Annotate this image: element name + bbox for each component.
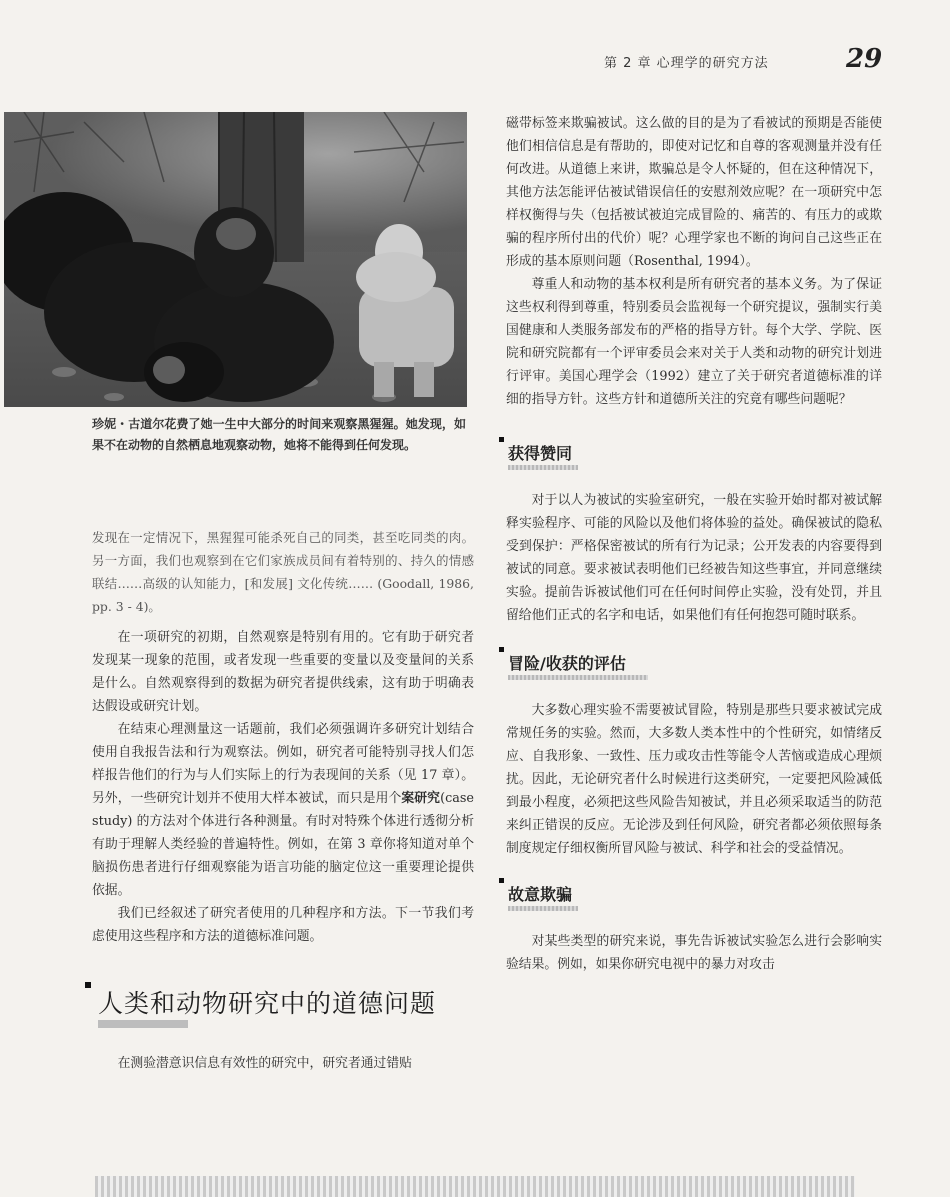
paragraph-case-study [92, 718, 474, 902]
paragraph-text: (case study) 的方法对个体进行各种测量。有时对特殊个体进行透彻分析有助于理解人类经验的普遍特性。例如，在第 3 章你将知道对单个脑损伤患者进行仔细观察能为语言功能的脑定位这一重要理论提供依据。 [92, 791, 475, 898]
heading-underline [508, 675, 648, 680]
subheading-deception [506, 880, 882, 914]
heading-underline [508, 465, 578, 470]
section-heading [92, 982, 474, 1028]
heading-underline [508, 906, 578, 911]
paragraph-text: 在结束心理测量这一话题前，我们必须强调许多研究计划结合使用自我报告法和行为观察法。例如，研究者可能特别寻找人们怎样报告他们的行为与人们实际上的行为表现间的关系（见 17 章）。另外，一些研究计划并不使用大样本被试，而只是用个 [92, 722, 474, 806]
quote-paragraph: 发现在一定情况下，黑猩猩可能杀死自己的同类，甚至吃同类的肉。另一方面，我们也观察到在它们家族成员间有着特别的、持久的情感联结……高级的认知能力，[和发展] 文化传统…… (Goodall, 1986, pp. 3 - 4)。 [92, 530, 474, 614]
paragraph: 在测验潜意识信息有效性的研究中，研究者通过错贴 [117, 1056, 412, 1071]
heading-marker [499, 437, 504, 442]
chimpanzee-photo [4, 112, 467, 407]
page-header [0, 46, 950, 76]
chapter-title: 第 2 章 心理学的研究方法 [604, 56, 769, 71]
paragraph: 对某些类型的研究来说，事先告诉被试实验怎么进行会影响实验结果。例如，如果你研究电视中的暴力对攻击 [506, 934, 882, 972]
heading-marker [499, 878, 504, 883]
paragraph: 我们已经叙述了研究者使用的几种程序和方法。下一节我们考虑使用这些程序和方法的道德标准问题。 [92, 906, 474, 944]
paragraph: 大多数心理实验不需要被试冒险，特别是那些只要求被试完成常规任务的实验。然而，大多数人类本性中的个性研究，如情绪反应、自我形象、一致性、压力或攻击性等能令人苦恼或造成心理烦扰。因此，无论研究者什么时候进行这类研究，一定要把风险减低到最小程度，必须把这些风险告知被试，并且必须采取适当的防范来纠正错误的反应。无论涉及到任何风险，研究者都必须依照每条制度规定仔细权衡所冒风险与被试、科学和社会的受益情况。 [506, 703, 882, 856]
scan-edge-strip [95, 1176, 855, 1197]
right-column [506, 112, 882, 976]
page-number: 29 [846, 44, 883, 74]
left-column [92, 526, 474, 1075]
subheading-title: 获得赞同 [508, 444, 573, 463]
subheading-title: 故意欺骗 [508, 885, 573, 904]
photo-caption: 珍妮・古道尔花费了她一生中大部分的时间来观察黑猩猩。她发现，如果不在动物的自然栖息地观察动物，她将不能得到任何发现。 [92, 417, 466, 452]
paragraph: 在一项研究的初期，自然观察是特别有用的。它有助于研究者发现某一现象的范围，或者发现一些重要的变量以及变量间的关系是什么。自然观察得到的数据为研究者提供线索，这有助于明确表达假设或研究计划。 [92, 630, 474, 714]
key-term: 案研究 [401, 791, 441, 806]
subheading-consent [506, 439, 882, 473]
paragraph: 对于以人为被试的实验室研究，一般在实验开始时都对被试解释实验程序、可能的风险以及他们将体验的益处。确保被试的隐私受到保护：严格保密被试的所有行为记录；公开发表的内容要得到被试的同意。要求被试表明他们已经被告知这些事宜，并同意继续实验。提前告诉被试他们可在任何时间停止实验，没有处罚，并且留给他们正式的名字和电话，如果他们有任何抱怨可随时联系。 [506, 493, 882, 623]
paragraph: 磁带标签来欺骗被试。这么做的目的是为了看被试的预期是否能使他们相信信息是有帮助的，即使对记忆和自尊的客观测量并没有任何改进。从道德上来讲，欺骗总是令人怀疑的，但在这种情况下，其他方法怎能评估被试错误信任的安慰剂效应呢？在一项研究中怎样权衡得与失（包括被试被迫完成冒险的、痛苦的、有压力的或欺骗的程序所付出的代价）呢？心理学家也不断的询问自己这些正在形成的基本原则问题（Rosenthal, 1994）。 [506, 116, 882, 269]
section-title: 人类和动物研究中的道德问题 [98, 989, 437, 1018]
heading-marker [499, 647, 504, 652]
heading-marker [85, 982, 91, 988]
subheading-title: 冒险/收获的评估 [508, 654, 626, 673]
heading-underline [98, 1020, 188, 1028]
photo-illustration [4, 112, 467, 407]
paragraph: 尊重人和动物的基本权利是所有研究者的基本义务。为了保证这些权利得到尊重，特别委员会监视每一个研究提议，强制实行美国健康和人类服务部发布的严格的指导方针。每个大学、学院、医院和研究院都有一个评审委员会来对关于人类和动物的研究计划进行评审。美国心理学会（1992）建立了关于研究者道德标准的详细的指导方针。这些方针和道德所关注的究竟有哪些问题呢？ [506, 277, 882, 407]
subheading-risk [506, 649, 882, 683]
